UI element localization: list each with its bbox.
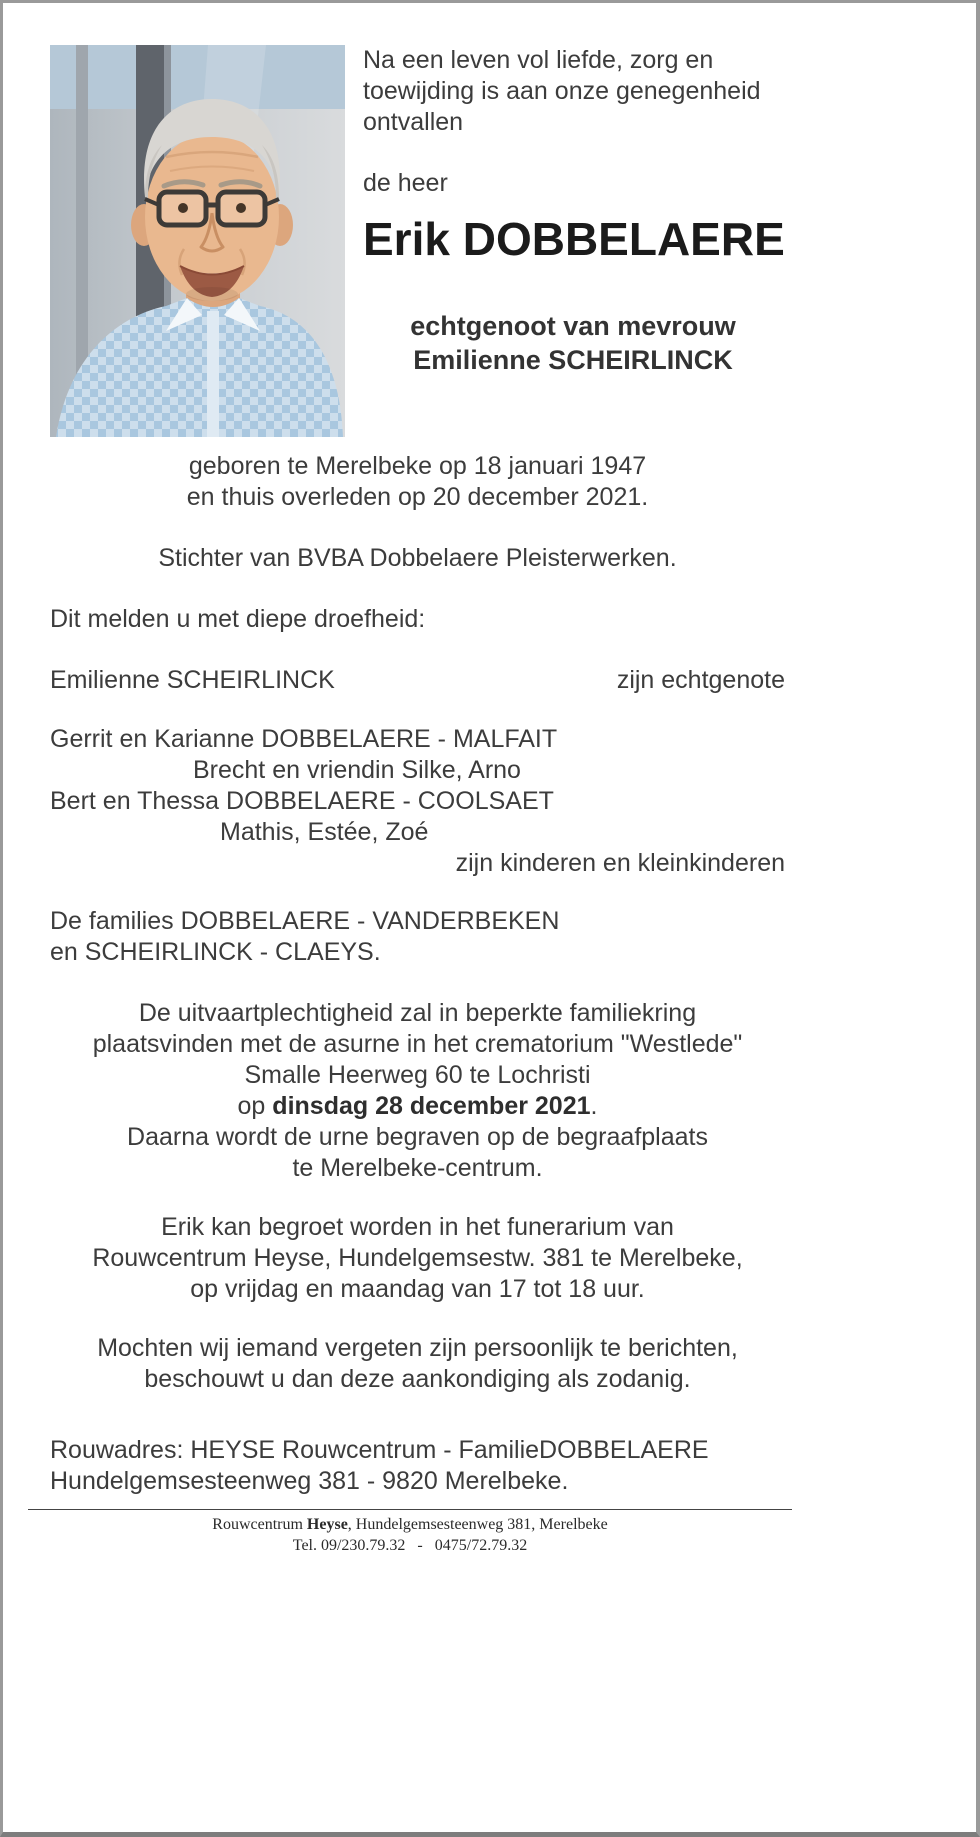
birth-death-section (50, 451, 785, 513)
footer (28, 1509, 792, 1556)
apology-line-1: Mochten wij iemand vergeten zijn persoonlijk te berichten, (97, 1334, 738, 1362)
ceremony-line-2: plaatsvinden met de asurne in het crematorium "Westlede" (92, 1030, 743, 1058)
address-line-2: Hundelgemsesteenweg 381 - 9820 Merelbeke. (50, 1467, 569, 1495)
footer-company-suffix: , Hundelgemsesteenweg 381, Merelbeke (347, 1516, 608, 1533)
families-section (50, 906, 785, 968)
apology-line-2: beschouwt u dan deze aankondiging als zodanig. (144, 1365, 691, 1393)
spouse-name: Emilienne SCHEIRLINCK (413, 345, 733, 375)
ceremony-date-prefix: op (237, 1092, 273, 1120)
intro-line-1: Na een leven vol liefde, zorg en (363, 46, 714, 74)
families-line-2: en SCHEIRLINCK - CLAEYS. (50, 938, 381, 966)
spouse-row-name: Emilienne SCHEIRLINCK (50, 666, 335, 694)
ceremony-line-6: te Merelbeke-centrum. (292, 1154, 543, 1182)
card-content (50, 3, 785, 1497)
children-section (50, 724, 785, 879)
header-section (50, 3, 785, 437)
profession-line: Stichter van BVBA Dobbelaere Pleisterwerken. (158, 544, 677, 572)
visitation-line-1: Erik kan begroet worden in het funerarium van (161, 1213, 674, 1241)
apology-section (50, 1333, 785, 1395)
ceremony-line-5: Daarna wordt de urne begraven op de begraafplaats (127, 1123, 708, 1151)
ceremony-date-suffix: . (590, 1092, 598, 1120)
ceremony-date: dinsdag 28 december 2021 (272, 1092, 591, 1120)
spouse-intro: echtgenoot van mevrouw (410, 311, 736, 341)
visitation-section (50, 1212, 785, 1305)
children-line-2: Brecht en vriendin Silke, Arno (193, 756, 521, 784)
deceased-name: Erik DOBBELAERE (363, 213, 785, 265)
portrait-photo-image (50, 45, 345, 437)
ceremony-line-3: Smalle Heerweg 60 te Lochristi (244, 1061, 591, 1089)
intro-line-2: toewijding is aan onze genegenheid (363, 77, 761, 105)
ceremony-section (50, 998, 785, 1184)
children-line-1: Gerrit en Karianne DOBBELAERE - MALFAIT (50, 725, 558, 753)
footer-line-1 (28, 1514, 792, 1535)
visitation-line-2: Rouwcentrum Heyse, Hundelgemsestw. 381 te Merelbeke, (92, 1244, 743, 1272)
address-line-1: Rouwadres: HEYSE Rouwcentrum - FamilieDOBBELAERE (50, 1436, 709, 1464)
children-line-4: Mathis, Estée, Zoé (220, 818, 429, 846)
spouse-row (50, 665, 785, 696)
announcement-line: Dit melden u met diepe droefheid: (50, 605, 426, 633)
spouse-heading (363, 309, 783, 377)
intro-text (363, 45, 783, 138)
death-line: en thuis overleden op 20 december 2021. (186, 483, 649, 511)
birth-line: geboren te Merelbeke op 18 januari 1947 (188, 452, 647, 480)
salutation: de heer (363, 169, 448, 197)
spouse-row-relation: zijn echtgenote (616, 666, 785, 694)
ceremony-line-1: De uitvaartplechtigheid zal in beperkte familiekring (138, 999, 697, 1027)
visitation-line-3: op vrijdag en maandag van 17 tot 18 uur. (190, 1275, 645, 1303)
mourning-address-section (50, 1435, 785, 1497)
ceremony-date-line (50, 1091, 785, 1122)
intro-line-3: ontvallen (363, 108, 464, 136)
families-line-1: De families DOBBELAERE - VANDERBEKEN (50, 907, 560, 935)
footer-company-name: Heyse (306, 1516, 348, 1533)
footer-phone-line: Tel. 09/230.79.32 - 0475/72.79.32 (292, 1537, 528, 1554)
header-text (363, 45, 783, 437)
portrait-photo (50, 45, 345, 437)
footer-company-prefix: Rouwcentrum (212, 1516, 307, 1533)
children-relation: zijn kinderen en kleinkinderen (455, 849, 785, 877)
children-line-3: Bert en Thessa DOBBELAERE - COOLSAET (50, 787, 554, 815)
